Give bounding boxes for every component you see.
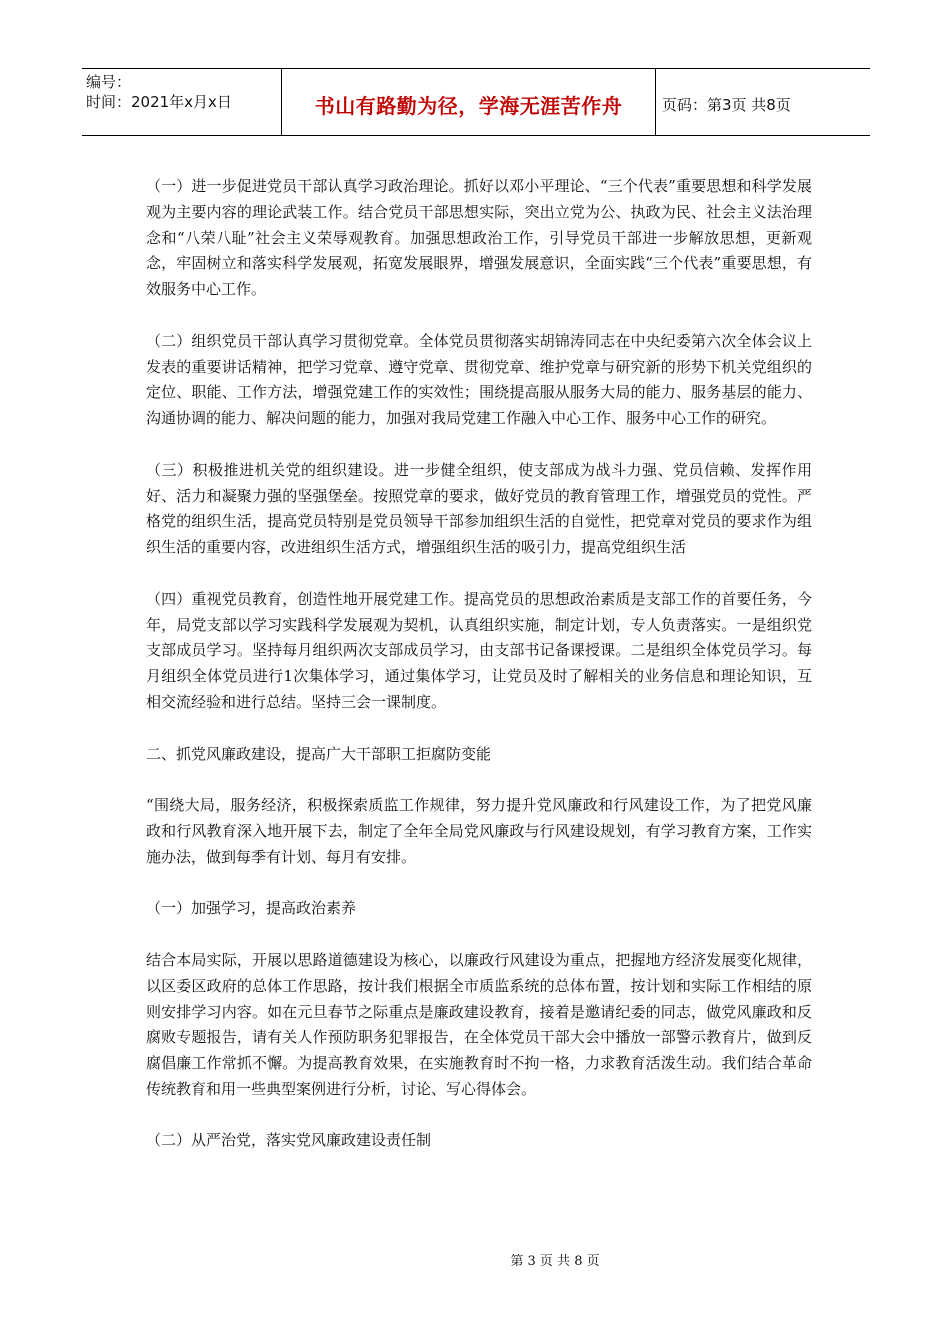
paragraph-2: （二）组织党员干部认真学习贯彻党章。全体党员贯彻落实胡锦涛同志在中央纪委第六次全体会议上发表的重要讲话精神，把学习党章、遵守党章、贯彻党章、维护党章与研究新的形势下机关党组织的定位、职能、工作方法，增强党建工作的实效性；围绕提高服从服务大局的能力、服务基层的能力、沟通协调的能力、解决问题的能力，加强对我局党建工作融入中心工作、服务中心工作的研究。 [146, 331, 812, 428]
section-heading-2: 二、抓党风廉政建设，提高广大干部职工拒腐防变能 [146, 744, 492, 763]
subheading-2: （二）从严治党，落实党风廉政建设责任制 [146, 1131, 432, 1150]
paragraph-5: “围绕大局，服务经济，积极探索质监工作规律，努力提升党风廉政和行风建设工作，为了把党风廉政和行风教育深入地开展下去，制定了全年全局党风廉政与行风建设规划，有学习教育方案，工作实施办法，做到每季有计划、每月有安排。 [146, 796, 812, 866]
header-motto-cell [282, 69, 656, 135]
paragraph-3: （三）积极推进机关党的组织建设。进一步健全组织，使支部成为战斗力强、党员信赖、发挥作用好、活力和凝聚力强的坚强堡垒。按照党章的要求，做好党员的教育管理工作，增强党员的党性。严格党的组织生活，提高党员特别是党员领导干部参加组织生活的自觉性，把党章对党员的要求作为组织生活的重要内容，改进组织生活方式，增强组织生活的吸引力，提高党组织生活 [146, 460, 812, 557]
subheading-1: （一）加强学习，提高政治素养 [146, 899, 357, 918]
header-page-cell [656, 69, 870, 135]
date-label: 时间：2021年x月x日 [86, 93, 232, 111]
paragraph-6: 结合本局实际，开展以思路道德建设为核心，以廉政行风建设为重点，把握地方经济发展变化规律，以区委区政府的总体工作思路，按计我们根据全市质监系统的总体布置，按计划和实际工作相结的原则安排学习内容。如在元旦春节之际重点是廉政建设教育，接着是邀请纪委的同志，做党风廉政和反腐败专题报告，请有关人作预防职务犯罪报告，在全体党员干部大会中播放一部警示教育片，做到反腐倡廉工作常抓不懈。为提高教育效果，在实施教育时不拘一格，力求教育活泼生动。我们结合革命传统教育和用一些典型案例进行分析，讨论、写心得体会。 [146, 950, 812, 1098]
page-info: 页码：第3页 共8页 [662, 95, 791, 114]
paragraph-4: （四）重视党员教育，创造性地开展党建工作。提高党员的思想政治素质是支部工作的首要任务，今年，局党支部以学习实践科学发展观为契机，认真组织实施，制定计划，专人负责落实。一是组织党支部成员学习。坚持每月组织两次支部成员学习，由支部书记备课授课。二是组织全体党员学习。每月组织全体党员进行1次集体学习，通过集体学习，让党员及时了解相关的业务信息和理论知识，互相交流经验和进行总结。坚持三会一课制度。 [146, 589, 812, 711]
paragraph-1: （一）进一步促进党员干部认真学习政治理论。抓好以邓小平理论、“三个代表”重要思想和科学发展观为主要内容的理论武装工作。结合党员干部思想实际，突出立党为公、执政为民、社会主义法治理念和“八荣八耻”社会主义荣辱观教育。加强思想政治工作，引导党员干部进一步解放思想，更新观念，牢固树立和落实科学发展观，拓宽发展眼界，增强发展意识，全面实践“三个代表”重要思想，有效服务中心工作。 [146, 177, 812, 299]
number-label: 编号： [86, 73, 132, 91]
document-body [146, 174, 812, 1180]
motto: 书山有路勤为径，学海无涯苦作舟 [314, 93, 623, 118]
page-header [82, 68, 870, 136]
header-meta [82, 69, 282, 135]
page-footer [0, 1250, 950, 1269]
footer-page-number: 第 3 页 共 8 页 [510, 1254, 600, 1269]
